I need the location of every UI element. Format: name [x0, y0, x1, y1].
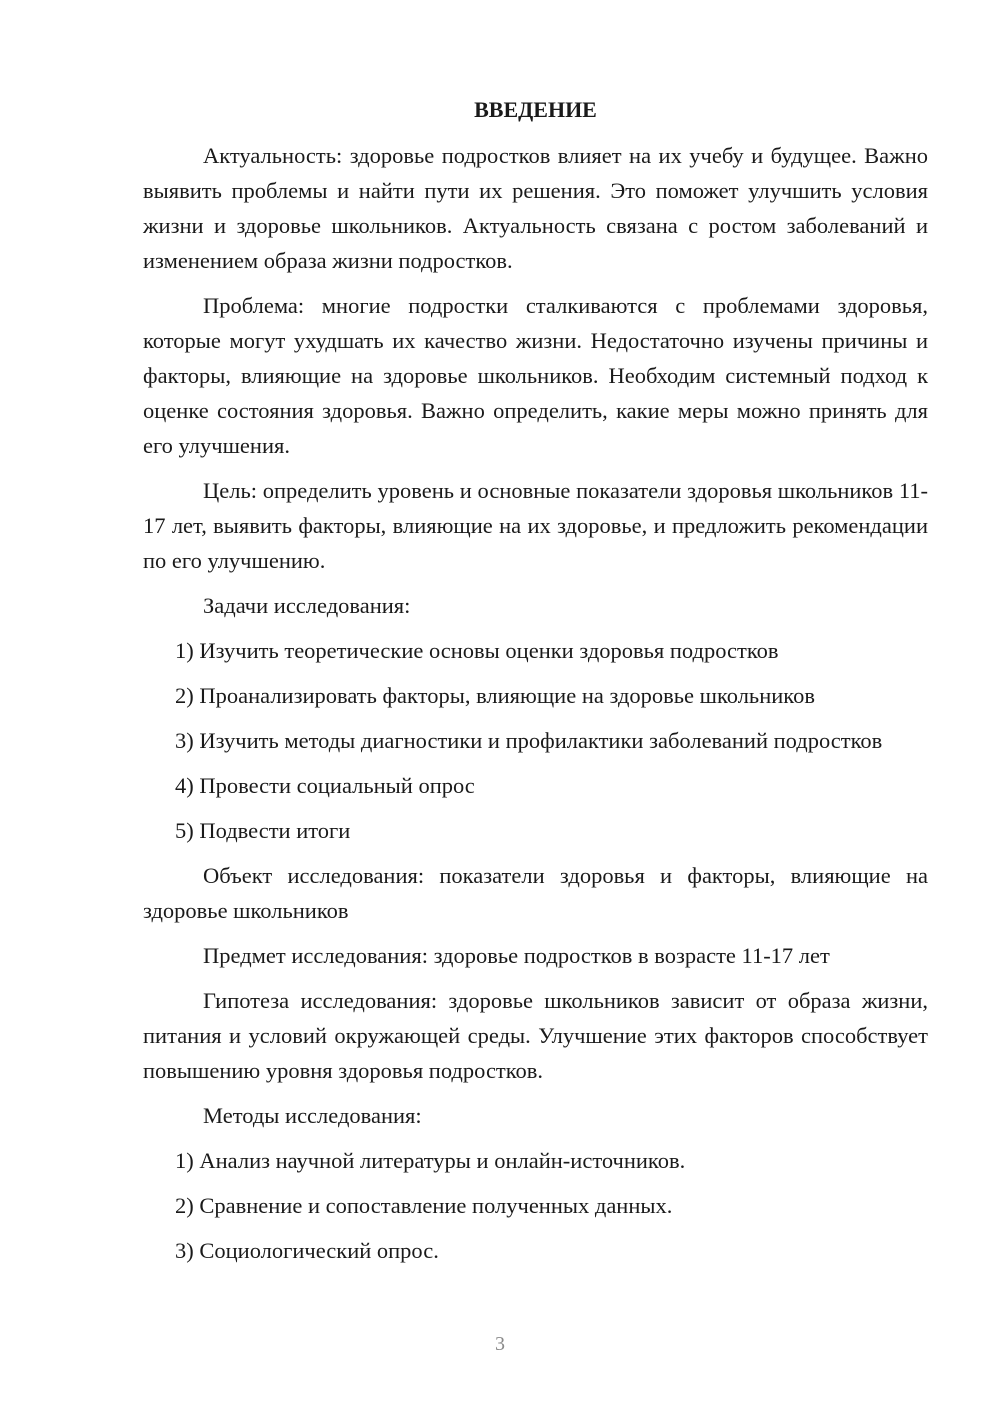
task-item: 4) Провести социальный опрос — [175, 773, 475, 798]
page-number: 3 — [495, 1333, 505, 1355]
tasks-heading: Задачи исследования: — [203, 593, 411, 618]
relevance-paragraph: Актуальность: здоровье подростков влияет на их учебу и будущее. Важно выявить проблемы и найти пути их решения. Это поможет улучшить условия жизни и здоровье школьников. Актуальность связана с ростом заболеваний и изменением образа жизни подростков. — [143, 143, 928, 273]
object-paragraph: Объект исследования: показатели здоровья и факторы, влияющие на здоровье школьников — [143, 863, 928, 923]
method-item: 3) Социологический опрос. — [175, 1238, 439, 1263]
goal-paragraph: Цель: определить уровень и основные показатели здоровья школьников 11-17 лет, выявить факторы, влияющие на их здоровье, и предложить рекомендации по его улучшению. — [143, 478, 928, 573]
problem-paragraph: Проблема: многие подростки сталкиваются с проблемами здоровья, которые могут ухудшать их качество жизни. Недостаточно изучены причины и факторы, влияющие на здоровье школьников. Необходим системный подход к оценке состояния здоровья. Важно определить, какие меры можно принять для его улучшения. — [143, 293, 928, 458]
document-page — [143, 92, 928, 1278]
method-item: 1) Анализ научной литературы и онлайн-источников. — [175, 1148, 686, 1173]
hypothesis-paragraph: Гипотеза исследования: здоровье школьников зависит от образа жизни, питания и условий окружающей среды. Улучшение этих факторов способствует повышению уровня здоровья подростков. — [143, 988, 928, 1083]
task-item: 3) Изучить методы диагностики и профилактики заболеваний подростков — [175, 728, 883, 753]
task-item: 1) Изучить теоретические основы оценки здоровья подростков — [175, 638, 779, 663]
methods-heading: Методы исследования: — [203, 1103, 422, 1128]
task-item: 5) Подвести итоги — [175, 818, 351, 843]
task-item: 2) Проанализировать факторы, влияющие на здоровье школьников — [175, 683, 815, 708]
subject-paragraph: Предмет исследования: здоровье подростков в возрасте 11-17 лет — [203, 943, 830, 968]
method-item: 2) Сравнение и сопоставление полученных данных. — [175, 1193, 673, 1218]
page-title: ВВЕДЕНИЕ — [474, 97, 597, 122]
